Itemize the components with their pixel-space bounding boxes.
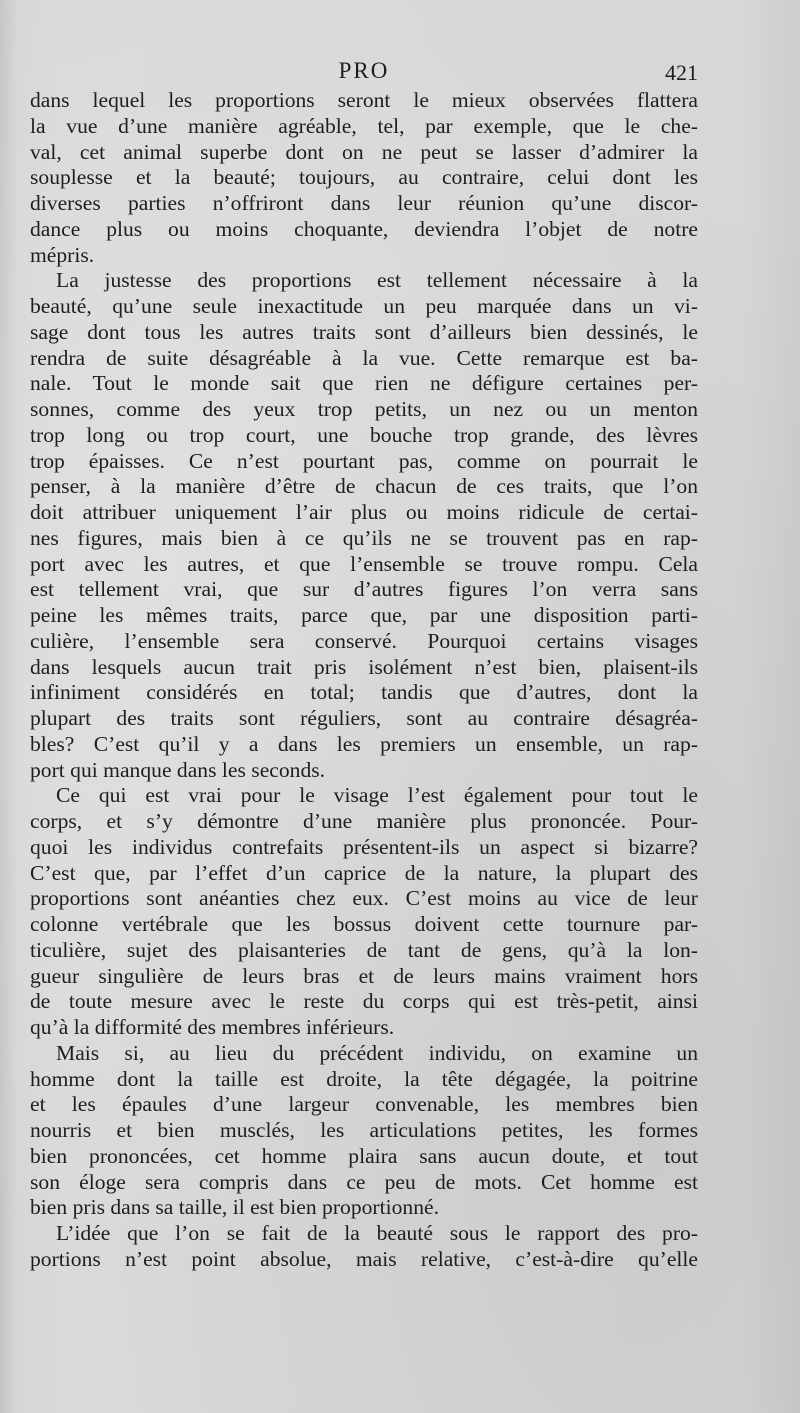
text-line: qu’à la difformité des membres inférieurs. <box>30 1015 395 1039</box>
text-line: proportions sont anéanties chez eux. C’est moins au vice de leur <box>30 886 698 911</box>
text-line: bien pris dans sa taille, il est bien proportionné. <box>30 1195 439 1220</box>
paragraph <box>30 88 698 268</box>
text-line: nale. Tout le monde sait que rien ne défigure certaines per- <box>30 371 698 396</box>
text-line: homme dont la taille est droite, la tête dégagée, la poitrine <box>30 1066 698 1091</box>
text-line: ticulière, sujet des plaisanteries de tant de gens, qu’à la lon- <box>30 937 698 962</box>
text-line: infiniment considérés en total; tandis que d’autres, dont la <box>30 680 698 705</box>
text-line: de toute mesure avec le reste du corps qui est très-petit, ainsi <box>30 989 698 1014</box>
text-line: colonne vertébrale que les bossus doivent cette tournure par- <box>30 912 698 936</box>
text-line: sage dont tous les autres traits sont d’ailleurs bien dessinés, le <box>30 319 698 344</box>
text-line: port qui manque dans les seconds. <box>30 757 326 782</box>
text-line: penser, à la manière d’être de chacun de ces traits, que l’on <box>30 474 698 499</box>
text-line: Mais si, au lieu du précédent individu, on examine un <box>56 1040 698 1065</box>
text-line: souplesse et la beauté; toujours, au contraire, celui dont les <box>30 165 698 190</box>
text-line: la vue d’une manière agréable, tel, par exemple, que le che- <box>30 113 698 138</box>
text-line: peine les mêmes traits, parce que, par une disposition parti- <box>30 603 698 627</box>
text-line: nes figures, mais bien à ce qu’ils ne se trouvent pas en rap- <box>30 525 698 550</box>
text-line: sonnes, comme des yeux trop petits, un nez ou un menton <box>30 397 698 421</box>
text-line: diverses parties n’offriront dans leur réunion qu’une discor- <box>30 191 698 215</box>
text-line: son éloge sera compris dans ce peu de mots. Cet homme est <box>30 1169 698 1194</box>
text-line: gueur singulière de leurs bras et de leurs mains vraiment hors <box>30 963 698 988</box>
text-line: est tellement vrai, que sur d’autres figures l’on verra sans <box>30 577 698 602</box>
text-line: dance plus ou moins choquante, deviendra l’objet de notre <box>30 216 698 241</box>
page-number: 421 <box>665 60 698 85</box>
text-line: dans lesquels aucun trait pris isolément n’est bien, plaisent-ils <box>30 654 698 679</box>
text-line: Ce qui est vrai pour le visage l’est également pour tout le <box>56 783 698 808</box>
text-line: doit attribuer uniquement l’air plus ou moins ridicule de certai- <box>30 500 698 524</box>
text-line: portions n’est point absolue, mais relative, c’est-à-dire qu’elle <box>30 1246 698 1271</box>
running-head: PRO <box>338 58 390 83</box>
body-text <box>30 88 698 1273</box>
text-line: nourris et bien musclés, les articulations petites, les formes <box>30 1118 698 1142</box>
text-line: mépris. <box>30 242 95 267</box>
text-line: C’est que, par l’effet d’un caprice de la nature, la plupart des <box>30 860 698 885</box>
text-line: plupart des traits sont réguliers, sont au contraire désagréa- <box>30 706 698 730</box>
text-line: rendra de suite désagréable à la vue. Cette remarque est ba- <box>30 345 698 370</box>
text-line: dans lequel les proportions seront le mieux observées flattera <box>30 88 698 112</box>
text-line: quoi les individus contrefaits présentent-ils un aspect si bizarre? <box>30 834 698 859</box>
text-line: L’idée que l’on se fait de la beauté sous le rapport des pro- <box>56 1221 698 1245</box>
text-line: culière, l’ensemble sera conservé. Pourquoi certains visages <box>30 628 698 653</box>
text-line: port avec les autres, et que l’ensemble se trouve rompu. Cela <box>30 551 698 576</box>
text-line: trop épaisses. Ce n’est pourtant pas, comme on pourrait le <box>30 448 698 473</box>
text-line: et les épaules d’une largeur convenable, les membres bien <box>30 1092 698 1117</box>
text-line: bien prononcées, cet homme plaira sans aucun doute, et tout <box>30 1143 698 1168</box>
text-line: val, cet animal superbe dont on ne peut se lasser d’admirer la <box>30 139 698 164</box>
text-line: bles? C’est qu’il y a dans les premiers un ensemble, un rap- <box>30 731 698 756</box>
text-line: corps, et s’y démontre d’une manière plus prononcée. Pour- <box>30 809 698 833</box>
paragraph <box>30 1221 698 1273</box>
text-line: La justesse des proportions est tellement nécessaire à la <box>56 268 698 293</box>
paragraph <box>30 783 698 1041</box>
paragraph <box>30 1041 698 1221</box>
text-line: beauté, qu’une seule inexactitude un peu marquée dans un vi- <box>30 294 698 318</box>
paragraph <box>30 268 698 783</box>
page-header <box>30 58 698 90</box>
text-line: trop long ou trop court, une bouche trop grande, des lèvres <box>30 422 698 447</box>
